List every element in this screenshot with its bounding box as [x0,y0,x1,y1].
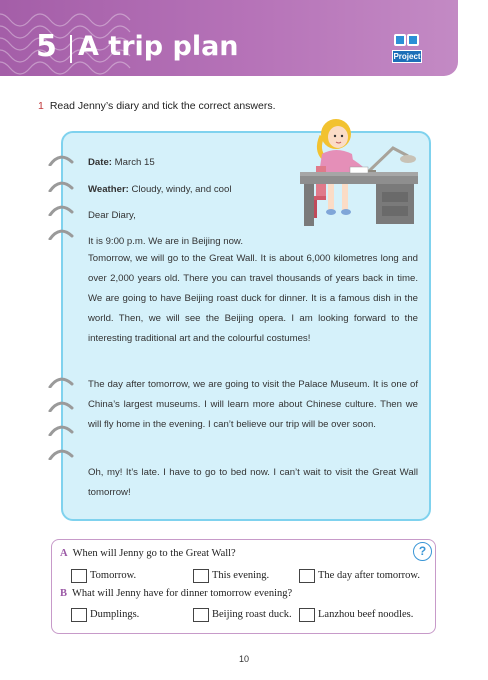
unit-banner [0,0,458,76]
question-a: A When will Jenny go to the Great Wall? [60,548,236,559]
answer-option[interactable]: Dumplings. [71,608,139,622]
instruction-text: Read Jenny’s diary and tick the correct answers. [49,100,276,112]
diary-paragraph-3: Oh, my! It’s late. I have to go to bed now. I can’t wait to visit the Great Wall tomorrow! [88,467,418,498]
diary-paragraph-1: Tomorrow, we will go to the Great Wall. It is about 6,000 kilometres long and over 2,000 years old. There you can travel thousands of years back in time. We are going to have Beijing roast duck for dinner. It is a famous dish in the world. Then, we will see the Beijing opera. I am looking forward to the interesting traditional art and the colourful costumes! [88,253,418,344]
page-number: 10 [238,654,249,664]
checkbox[interactable] [193,608,209,622]
diary-paragraph-2: The day after tomorrow, we are going to visit the Palace Museum. It is one of China’s largest museums. I will learn more about Chinese culture. Then we will fly home in the evening. I can’t believe our trip will be over soon. [88,379,418,430]
answer-option[interactable]: The day after tomorrow. [299,569,420,583]
help-icon[interactable]: ? [413,542,432,561]
exercise-instruction [38,100,276,112]
spiral-ring-icon [48,448,74,460]
spiral-ring-icon [48,400,74,412]
answer-option[interactable]: This evening. [193,569,269,583]
project-badge-label: Project [393,52,421,61]
checkbox[interactable] [299,608,315,622]
spiral-ring-icon [48,228,74,240]
checkbox[interactable] [71,608,87,622]
page-title: A trip plan [78,31,239,62]
diary-first-line: It is 9:00 p.m. We are in Beijing now. [88,236,243,247]
spiral-ring-icon [48,424,74,436]
exercise-number: 1 [38,100,44,112]
checkbox[interactable] [299,569,315,583]
girl-writing-at-desk-illustration [298,112,420,230]
spiral-ring-icon [48,204,74,216]
diary-date: Date: March 15 [88,157,155,168]
unit-number: 5 [36,29,57,64]
question-b: B What will Jenny have for dinner tomorrow evening? [60,588,293,599]
spiral-ring-icon [48,154,74,166]
diary-greeting: Dear Diary, [88,210,136,221]
title-divider [70,35,72,63]
checkbox[interactable] [193,569,209,583]
answer-option[interactable]: Lanzhou beef noodles. [299,608,413,622]
spiral-ring-icon [48,180,74,192]
spiral-ring-icon [48,376,74,388]
checkbox[interactable] [71,569,87,583]
answer-option[interactable]: Beijing roast duck. [193,608,292,622]
answer-option[interactable]: Tomorrow. [71,569,136,583]
diary-weather: Weather: Cloudy, windy, and cool [88,184,232,195]
project-badge-icon [392,34,422,64]
